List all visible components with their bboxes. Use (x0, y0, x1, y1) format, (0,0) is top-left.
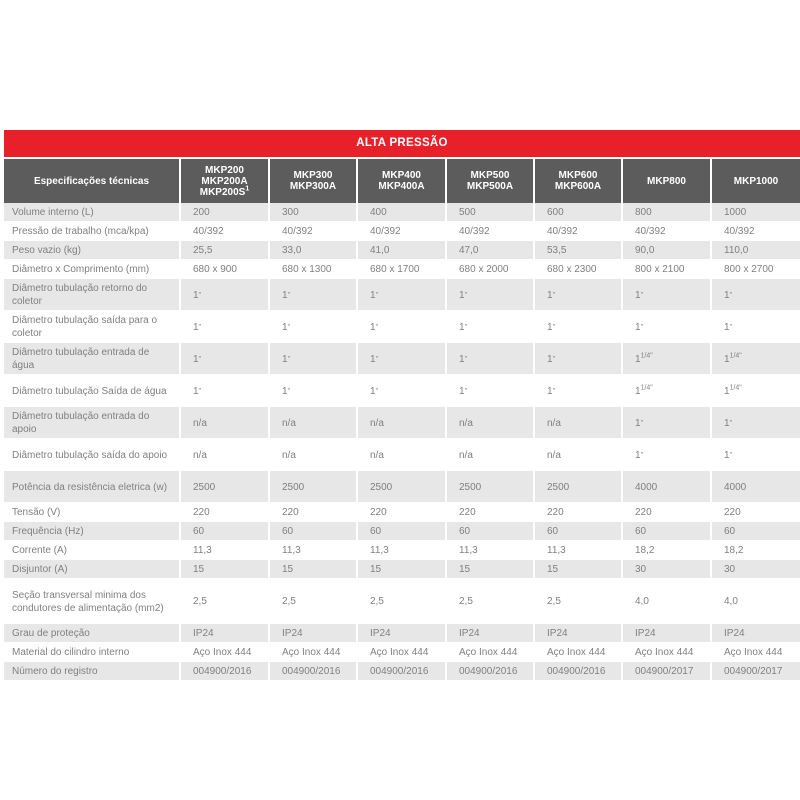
inch-mark: " (729, 419, 733, 427)
row-value: 800 x 2700 (711, 260, 800, 279)
row-value: 1" (446, 279, 534, 311)
row-value: 2,5 (180, 579, 269, 624)
row-value: 1" (446, 343, 534, 375)
row-label: Volume interno (L) (4, 203, 180, 222)
row-value: 33,0 (269, 241, 357, 260)
row-value: 004900/2017 (622, 662, 711, 681)
row-value: 220 (357, 503, 446, 522)
row-value: 680 x 1700 (357, 260, 446, 279)
row-value: IP24 (622, 624, 711, 643)
row-label: Material do cilindro interno (4, 643, 180, 662)
table-row (4, 279, 800, 311)
row-value: 004900/2016 (180, 662, 269, 681)
row-value: 1" (446, 375, 534, 407)
table-row (4, 541, 800, 560)
row-value: 11,3 (446, 541, 534, 560)
inch-mark: " (464, 355, 468, 363)
row-value: n/a (446, 407, 534, 439)
row-value: 1" (534, 375, 622, 407)
row-value: 800 (622, 203, 711, 222)
model-name: MKP200 (205, 164, 244, 176)
header-model-2 (357, 158, 446, 203)
inch-mark: " (287, 387, 291, 395)
model-name: MKP500A (466, 181, 514, 192)
row-label: Corrente (A) (4, 541, 180, 560)
row-value: Aço Inox 444 (622, 643, 711, 662)
row-value: 1" (357, 343, 446, 375)
inch-mark: " (640, 451, 644, 459)
row-label: Diâmetro tubulação entrada do apoio (4, 407, 180, 439)
fraction-superscript: 1/4" (640, 352, 653, 360)
row-label: Potência da resistência eletrica (w) (4, 471, 180, 503)
model-name: MKP200S (199, 186, 246, 198)
row-value: Aço Inox 444 (180, 643, 269, 662)
inch-mark: " (287, 323, 291, 331)
table-row (4, 343, 800, 375)
row-value: 1" (711, 311, 800, 343)
row-value: 400 (357, 203, 446, 222)
model-name: MKP600A (554, 181, 602, 192)
row-value: 680 x 900 (180, 260, 269, 279)
inch-mark: " (729, 291, 733, 299)
model-name: MKP400A (378, 181, 425, 192)
header-model-5 (622, 158, 711, 203)
model-name: MKP1000 (733, 175, 779, 187)
row-value: 1" (711, 407, 800, 439)
row-value: 40/392 (534, 222, 622, 241)
header-row (4, 158, 800, 203)
model-name: MKP600 (558, 170, 598, 181)
row-value: n/a (180, 439, 269, 471)
model-name: MKP500 (470, 170, 510, 181)
row-value: 11,3 (534, 541, 622, 560)
row-value: 15 (180, 560, 269, 579)
row-value: 60 (534, 522, 622, 541)
row-value: 2,5 (357, 579, 446, 624)
spec-table-body (4, 203, 800, 681)
inch-mark: " (640, 291, 644, 299)
row-label: Diâmetro tubulação retorno do coletor (4, 279, 180, 311)
row-value: 004900/2016 (446, 662, 534, 681)
fraction-superscript: 1/4" (729, 352, 742, 360)
table-row (4, 503, 800, 522)
row-value: 15 (446, 560, 534, 579)
row-value: 600 (534, 203, 622, 222)
table-row (4, 311, 800, 343)
fraction-superscript: 1/4" (640, 384, 653, 392)
inch-mark: " (464, 387, 468, 395)
row-value: 2500 (357, 471, 446, 503)
row-label: Seção transversal minima dos condutores de alimentação (mm2) (4, 579, 180, 624)
table-row (4, 560, 800, 579)
row-value: 4000 (622, 471, 711, 503)
row-value: IP24 (711, 624, 800, 643)
header-model-6 (711, 158, 800, 203)
row-value: 004900/2016 (534, 662, 622, 681)
model-name: MKP800 (647, 175, 686, 187)
row-value: IP24 (534, 624, 622, 643)
inch-mark: " (552, 355, 556, 363)
table-row (4, 241, 800, 260)
row-value: 18,2 (711, 541, 800, 560)
row-label: Pressão de trabalho (mca/kpa) (4, 222, 180, 241)
row-label: Diâmetro tubulação Saída de água (4, 375, 180, 407)
row-label: Diâmetro x Comprimento (mm) (4, 260, 180, 279)
row-label: Diâmetro tubulação entrada de água (4, 343, 180, 375)
row-value: 1" (534, 343, 622, 375)
row-value: $1^{1/4"}$ (711, 343, 800, 375)
row-value: 2500 (269, 471, 357, 503)
row-value: $1^{1/4"}$ (711, 375, 800, 407)
row-value: 1" (180, 311, 269, 343)
inch-mark: " (552, 387, 556, 395)
inch-mark: " (375, 387, 379, 395)
row-value: 30 (622, 560, 711, 579)
row-value: n/a (534, 439, 622, 471)
row-value: 53,5 (534, 241, 622, 260)
table-row (4, 407, 800, 439)
row-value: 11,3 (180, 541, 269, 560)
row-value: 2500 (446, 471, 534, 503)
row-value: Aço Inox 444 (357, 643, 446, 662)
model-name: MKP200A (201, 175, 248, 187)
row-value: 200 (180, 203, 269, 222)
table-row (4, 579, 800, 624)
row-value: 004900/2016 (269, 662, 357, 681)
table-banner: ALTA PRESSÃO (4, 130, 800, 157)
row-value: Aço Inox 444 (446, 643, 534, 662)
row-value: 680 x 2300 (534, 260, 622, 279)
table-row (4, 260, 800, 279)
row-value: n/a (269, 407, 357, 439)
row-value: IP24 (446, 624, 534, 643)
row-value: 300 (269, 203, 357, 222)
row-value: 1" (357, 279, 446, 311)
row-label: Diâmetro tubulação saída do apoio (4, 439, 180, 471)
header-spec-label: Especificações técnicas (4, 158, 180, 203)
row-value: 1" (622, 407, 711, 439)
row-label: Disjuntor (A) (4, 560, 180, 579)
row-value: 1" (269, 311, 357, 343)
inch-mark: " (198, 355, 202, 363)
header-model-1 (269, 158, 357, 203)
row-value: 11,3 (357, 541, 446, 560)
inch-mark: " (198, 323, 202, 331)
row-value: 220 (622, 503, 711, 522)
row-value: 1" (446, 311, 534, 343)
row-value: 500 (446, 203, 534, 222)
model-name: MKP400 (382, 170, 421, 181)
row-value: 15 (534, 560, 622, 579)
inch-mark: " (287, 291, 291, 299)
row-value: 1" (180, 343, 269, 375)
row-value: 004900/2016 (357, 662, 446, 681)
row-value: 220 (180, 503, 269, 522)
row-value: 40/392 (622, 222, 711, 241)
row-label: Grau de proteção (4, 624, 180, 643)
spec-table-container (4, 130, 800, 681)
row-value: 60 (446, 522, 534, 541)
table-row (4, 662, 800, 681)
row-value: n/a (357, 439, 446, 471)
inch-mark: " (375, 291, 379, 299)
row-value: 60 (357, 522, 446, 541)
row-value: 1" (269, 343, 357, 375)
row-value: $1^{1/4"}$ (622, 375, 711, 407)
row-value: 15 (269, 560, 357, 579)
row-value: 1" (180, 375, 269, 407)
inch-mark: " (375, 355, 379, 363)
inch-mark: " (464, 291, 468, 299)
model-name: MKP300 (293, 170, 333, 181)
row-value: Aço Inox 444 (269, 643, 357, 662)
row-value: 1" (622, 439, 711, 471)
row-value: 1" (711, 279, 800, 311)
inch-mark: " (640, 419, 644, 427)
row-value: IP24 (180, 624, 269, 643)
fraction-superscript: 1/4" (729, 384, 742, 392)
row-value: 60 (622, 522, 711, 541)
row-value: 40/392 (711, 222, 800, 241)
row-value: 2500 (180, 471, 269, 503)
table-row (4, 203, 800, 222)
row-value: 2,5 (446, 579, 534, 624)
row-value: $1^{1/4"}$ (622, 343, 711, 375)
row-value: IP24 (357, 624, 446, 643)
row-value: 11,3 (269, 541, 357, 560)
row-value: 60 (269, 522, 357, 541)
row-value: n/a (269, 439, 357, 471)
row-value: n/a (534, 407, 622, 439)
row-value: 1" (622, 311, 711, 343)
row-value: 2,5 (269, 579, 357, 624)
row-label: Tensão (V) (4, 503, 180, 522)
table-row (4, 222, 800, 241)
inch-mark: " (198, 387, 202, 395)
row-value: 18,2 (622, 541, 711, 560)
row-value: 1" (269, 279, 357, 311)
row-value: 800 x 2100 (622, 260, 711, 279)
model-name: MKP300A (289, 181, 337, 192)
row-value: 2,5 (534, 579, 622, 624)
row-value: 4000 (711, 471, 800, 503)
row-value: 1000 (711, 203, 800, 222)
row-value: 004900/2017 (711, 662, 800, 681)
row-value: 60 (711, 522, 800, 541)
row-label: Peso vazio (kg) (4, 241, 180, 260)
row-value: 40/392 (357, 222, 446, 241)
table-row (4, 471, 800, 503)
row-value: 47,0 (446, 241, 534, 260)
row-label: Diâmetro tubulação saída para o coletor (4, 311, 180, 343)
row-value: 90,0 (622, 241, 711, 260)
row-value: 220 (269, 503, 357, 522)
table-row (4, 624, 800, 643)
row-value: 2500 (534, 471, 622, 503)
row-value: 60 (180, 522, 269, 541)
row-value: 30 (711, 560, 800, 579)
inch-mark: " (729, 451, 733, 459)
table-row (4, 375, 800, 407)
row-value: 1" (180, 279, 269, 311)
row-value: 680 x 2000 (446, 260, 534, 279)
table-row (4, 643, 800, 662)
row-value: 220 (446, 503, 534, 522)
inch-mark: " (552, 291, 556, 299)
row-value: 1" (622, 279, 711, 311)
row-value: 4,0 (622, 579, 711, 624)
inch-mark: " (640, 323, 644, 331)
inch-mark: " (375, 323, 379, 331)
row-value: n/a (180, 407, 269, 439)
row-value: 220 (711, 503, 800, 522)
row-value: 1" (269, 375, 357, 407)
row-value: 1" (534, 311, 622, 343)
row-value: IP24 (269, 624, 357, 643)
inch-mark: " (729, 323, 733, 331)
row-value: 40/392 (269, 222, 357, 241)
row-value: 15 (357, 560, 446, 579)
inch-mark: " (198, 291, 202, 299)
row-value: 40/392 (446, 222, 534, 241)
header-model-0 (180, 158, 269, 203)
spec-table (4, 157, 800, 681)
inch-mark: " (552, 323, 556, 331)
row-label: Número do registro (4, 662, 180, 681)
row-value: 1" (534, 279, 622, 311)
row-value: Aço Inox 444 (534, 643, 622, 662)
row-value: n/a (446, 439, 534, 471)
inch-mark: " (464, 323, 468, 331)
row-value: 4,0 (711, 579, 800, 624)
row-value: 1" (357, 375, 446, 407)
row-value: Aço Inox 444 (711, 643, 800, 662)
row-label: Frequência (Hz) (4, 522, 180, 541)
model-footnote-mark: 1 (245, 185, 250, 193)
header-model-4 (534, 158, 622, 203)
row-value: 110,0 (711, 241, 800, 260)
header-model-3 (446, 158, 534, 203)
row-value: 1" (711, 439, 800, 471)
table-row (4, 439, 800, 471)
row-value: 41,0 (357, 241, 446, 260)
table-row (4, 522, 800, 541)
inch-mark: " (287, 355, 291, 363)
row-value: 1" (357, 311, 446, 343)
row-value: 220 (534, 503, 622, 522)
row-value: 25,5 (180, 241, 269, 260)
row-value: n/a (357, 407, 446, 439)
row-value: 680 x 1300 (269, 260, 357, 279)
row-value: 40/392 (180, 222, 269, 241)
